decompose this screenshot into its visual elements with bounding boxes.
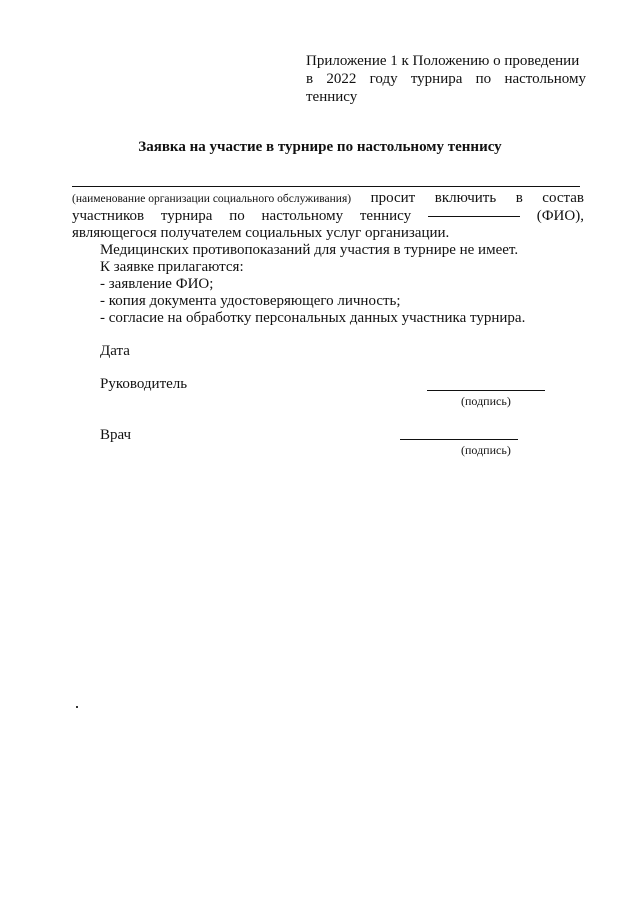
head-signature-caption: (подпись) — [461, 394, 511, 408]
head-signature-line — [427, 390, 545, 391]
body-word: включить — [434, 190, 497, 206]
scan-speck — [76, 706, 78, 708]
body-line-2 — [72, 208, 584, 225]
body-line-3: являющегося получателем социальных услуг организации. — [72, 225, 450, 241]
body-word: настольному — [261, 208, 344, 224]
body-word: турнира — [160, 208, 213, 224]
fio-blank-line — [428, 216, 520, 217]
body-word: по — [229, 208, 245, 224]
body-line-1 — [72, 190, 584, 208]
body-word: состав — [542, 190, 584, 206]
appendix-word: 2022 — [326, 71, 357, 87]
head-label: Руководитель — [100, 376, 188, 392]
organization-caption: (наименование организации социального обслуживания) — [72, 193, 352, 205]
application-body — [72, 190, 584, 327]
no-contraindications-text: Медицинских противопоказаний для участия в турнире не имеет. — [100, 242, 519, 258]
appendix-line-2 — [306, 70, 586, 88]
doctor-signature-caption: (подпись) — [461, 443, 511, 457]
doctor-label: Врач — [100, 427, 132, 443]
body-word: просит — [370, 190, 416, 206]
appendix-word: настольному — [504, 71, 586, 87]
appendix-word: по — [475, 71, 492, 87]
attachment-item: - согласие на обработку персональных данных участника турнира. — [100, 310, 526, 326]
fio-label: (ФИО), — [536, 208, 584, 224]
body-word: теннису — [359, 208, 412, 224]
appendix-word: году — [369, 71, 398, 87]
attachment-item: - заявление ФИО; — [100, 276, 214, 292]
attachments-heading: К заявке прилагаются: — [100, 259, 244, 275]
document-title: Заявка на участие в турнире по настольному теннису — [138, 139, 502, 155]
date-label: Дата — [100, 343, 130, 359]
appendix-line-1: Приложение 1 к Положению о проведении — [306, 53, 580, 69]
appendix-word: турнира — [410, 71, 463, 87]
appendix-reference — [306, 52, 586, 106]
organization-name-line — [72, 186, 580, 187]
appendix-word: в — [306, 71, 314, 87]
attachment-item: - копия документа удостоверяющего личность; — [100, 293, 401, 309]
body-word: участников — [72, 208, 145, 224]
body-word: в — [515, 190, 523, 206]
doctor-signature-line — [400, 439, 518, 440]
appendix-line-3: теннису — [306, 89, 358, 105]
